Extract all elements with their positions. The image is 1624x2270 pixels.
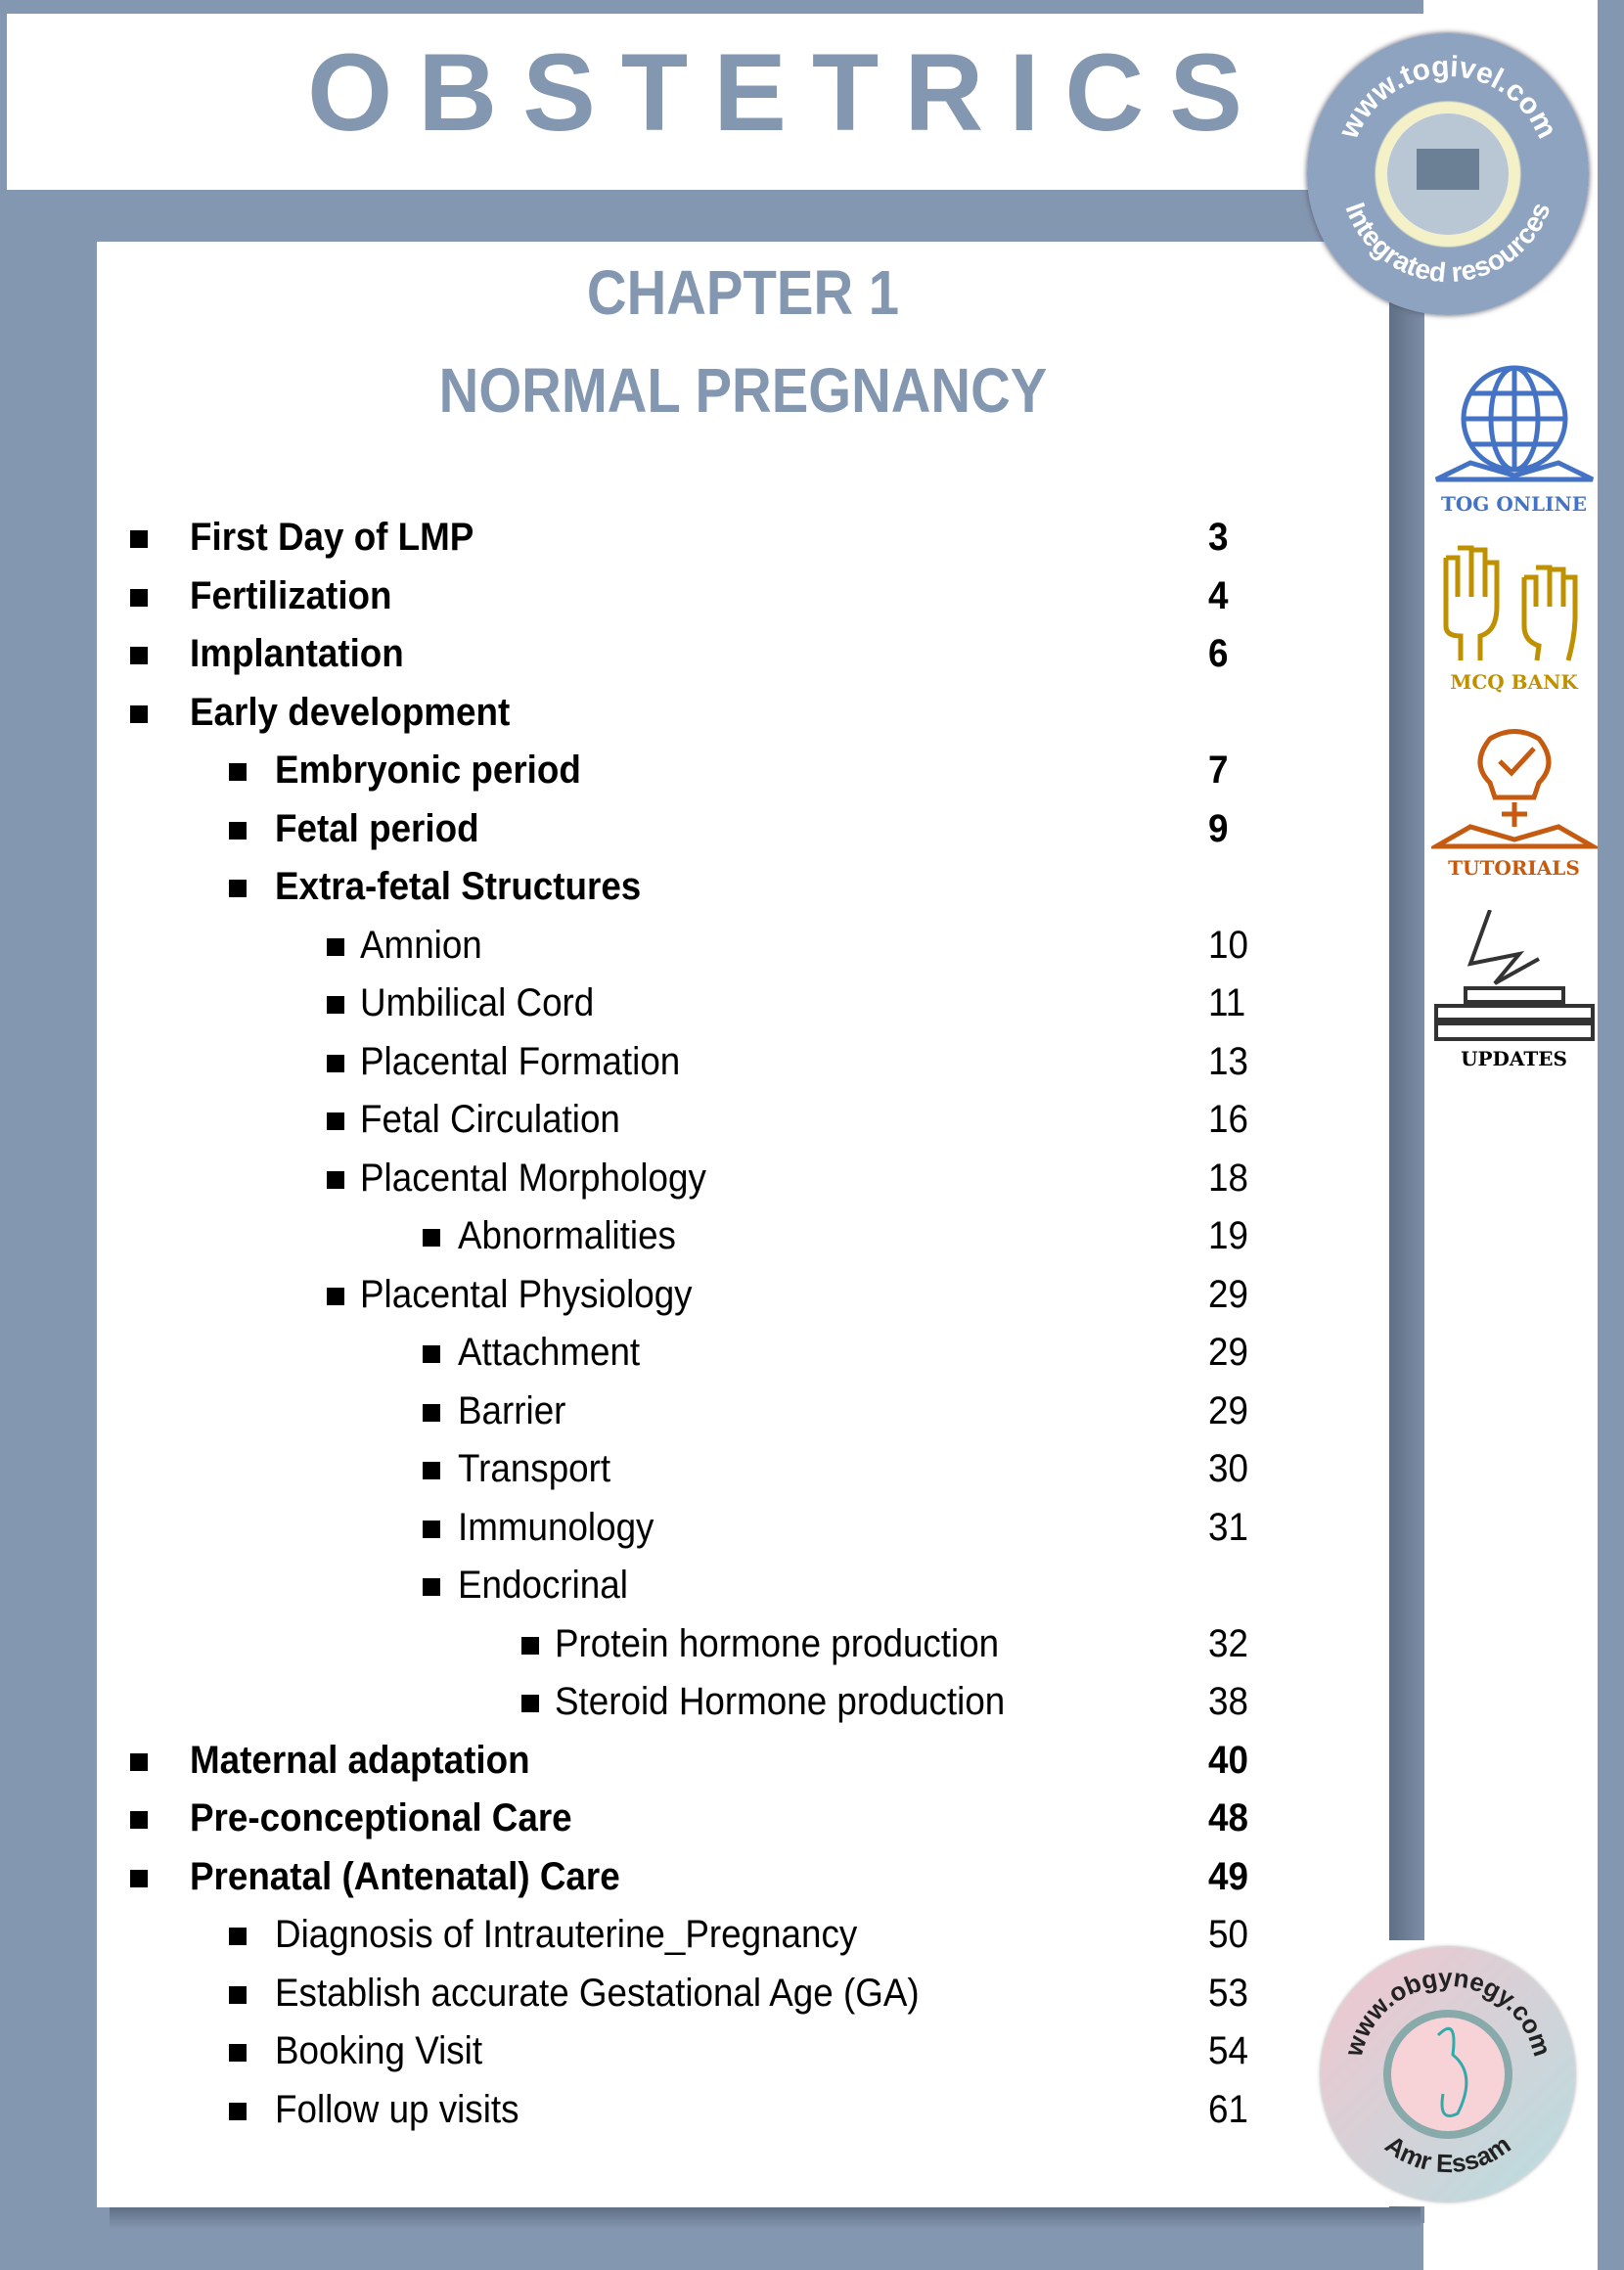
lightbulb-book-icon xyxy=(1431,724,1598,851)
sidebar-updates[interactable] xyxy=(1428,910,1600,1070)
toc-entry-page: 31 xyxy=(1208,1505,1248,1549)
toc-entry-label: Early development xyxy=(190,690,511,734)
toc-entry-label: Barrier xyxy=(458,1388,566,1432)
page-title: OBSTETRICS xyxy=(307,31,1268,154)
bullet-icon xyxy=(327,1288,344,1305)
bullet-icon xyxy=(423,1404,440,1422)
page-shadow-bottom xyxy=(110,2207,1421,2229)
bullet-icon xyxy=(130,647,148,664)
toc-entry-label: Extra-fetal Structures xyxy=(275,865,642,908)
toc-entry[interactable] xyxy=(0,1440,1389,1499)
toc-entry[interactable] xyxy=(0,742,1389,800)
toc-entry-label: Fetal period xyxy=(275,806,479,850)
toc-entry[interactable] xyxy=(0,1732,1389,1791)
sidebar-mcq-bank[interactable] xyxy=(1428,538,1600,694)
sidebar-label: TUTORIALS xyxy=(1448,856,1580,880)
toc-entry-page: 16 xyxy=(1208,1098,1248,1141)
toc-entry-page: 19 xyxy=(1208,1214,1248,1257)
bullet-icon xyxy=(423,1462,440,1479)
bullet-icon xyxy=(229,763,247,781)
toc-entry-label: Umbilical Cord xyxy=(360,981,595,1024)
toc-entry[interactable] xyxy=(0,1499,1389,1558)
bullet-icon xyxy=(130,530,148,548)
toc-entry[interactable] xyxy=(0,2022,1389,2081)
bullet-icon xyxy=(327,938,344,956)
toc-entry-label: First Day of LMP xyxy=(190,516,474,559)
toc-entry[interactable] xyxy=(0,1091,1389,1150)
bullet-icon xyxy=(130,705,148,723)
sidebar-label: MCQ BANK xyxy=(1450,670,1578,694)
sidebar-tutorials[interactable] xyxy=(1428,724,1600,880)
toc-entry-page: 4 xyxy=(1208,573,1229,617)
toc-entry-label: Protein hormone production xyxy=(555,1621,1000,1665)
bullet-icon xyxy=(521,1695,539,1712)
toc-entry[interactable] xyxy=(0,1906,1389,1965)
toc-entry-label: Transport xyxy=(458,1447,611,1490)
toc-entry-label: Steroid Hormone production xyxy=(555,1680,1006,1723)
bullet-icon xyxy=(423,1578,440,1596)
toc-entry-page: 54 xyxy=(1208,2029,1248,2072)
toc-entry-page: 13 xyxy=(1208,1039,1248,1083)
toc-entry-page: 61 xyxy=(1208,2087,1248,2131)
bullet-icon xyxy=(423,1229,440,1247)
bullet-icon xyxy=(229,2103,247,2120)
toc-entry-page: 11 xyxy=(1208,981,1246,1024)
toc-entry-label: Placental Formation xyxy=(360,1039,681,1083)
toc-entry-page: 10 xyxy=(1208,923,1248,967)
toc-entry[interactable] xyxy=(0,1207,1389,1266)
toc-entry[interactable] xyxy=(0,1266,1389,1325)
toc-entry-page: 29 xyxy=(1208,1272,1248,1316)
logo-text-url: www.obgynegy.com xyxy=(1338,1962,1557,2060)
toc-entry[interactable] xyxy=(0,568,1389,626)
toc-entry-page: 3 xyxy=(1208,516,1229,559)
chapter-number: CHAPTER 1 xyxy=(586,257,900,328)
logo-text-author: Amr Essam xyxy=(1379,2129,1516,2179)
toc-entry[interactable] xyxy=(0,1324,1389,1383)
bullet-icon xyxy=(327,1171,344,1189)
logo-text-url: www.togivel.com xyxy=(1332,50,1563,144)
toc-entry-page: 30 xyxy=(1208,1447,1248,1490)
toc-entry[interactable] xyxy=(0,1615,1389,1674)
toc-entry[interactable] xyxy=(0,917,1389,976)
toc-entry-page: 32 xyxy=(1208,1621,1248,1665)
toc-entry-page: 48 xyxy=(1208,1796,1248,1839)
toc-entry-page: 53 xyxy=(1208,1971,1248,2015)
toc-entry-page: 6 xyxy=(1208,632,1229,675)
toc-entry-page: 7 xyxy=(1208,749,1229,792)
toc-entry[interactable] xyxy=(0,2081,1389,2140)
logo-text-tagline: Integrated resources xyxy=(1339,198,1556,289)
bullet-icon xyxy=(130,1753,148,1771)
toc-entry[interactable] xyxy=(0,1673,1389,1732)
lightning-books-icon xyxy=(1431,910,1598,1042)
bullet-icon xyxy=(130,589,148,607)
toc-entry[interactable] xyxy=(0,1383,1389,1441)
bullet-icon xyxy=(229,1928,247,1945)
toc-entry[interactable] xyxy=(0,1557,1389,1615)
obgynegy-logo[interactable] xyxy=(1321,1947,1575,2202)
bullet-icon xyxy=(130,1811,148,1829)
toc-entry-label: Prenatal (Antenatal) Care xyxy=(190,1854,620,1898)
toc-entry-label: Booking Visit xyxy=(275,2029,483,2072)
toc-entry[interactable] xyxy=(0,1790,1389,1848)
bullet-icon xyxy=(229,2044,247,2062)
bullet-icon xyxy=(327,1055,344,1072)
right-column xyxy=(1423,0,1598,2270)
table-of-contents xyxy=(0,509,1389,2139)
toc-entry-label: Placental Morphology xyxy=(360,1156,706,1200)
toc-entry[interactable] xyxy=(0,684,1389,743)
toc-entry-page: 29 xyxy=(1208,1331,1248,1374)
toc-entry-label: Implantation xyxy=(190,632,404,675)
toc-entry[interactable] xyxy=(0,1965,1389,2023)
toc-entry[interactable] xyxy=(0,1848,1389,1907)
toc-entry-page: 9 xyxy=(1208,806,1229,850)
toc-entry[interactable] xyxy=(0,800,1389,859)
toc-entry[interactable] xyxy=(0,1033,1389,1092)
toc-entry-page: 18 xyxy=(1208,1156,1248,1200)
bullet-icon xyxy=(423,1521,440,1538)
toc-entry[interactable] xyxy=(0,1150,1389,1208)
bullet-icon xyxy=(229,1986,247,2004)
toc-entry-page: 49 xyxy=(1208,1854,1248,1898)
toc-entry-label: Establish accurate Gestational Age (GA) xyxy=(275,1971,920,2015)
sidebar-label: UPDATES xyxy=(1461,1047,1567,1070)
toc-entry-label: Amnion xyxy=(360,923,482,967)
page-shadow xyxy=(1389,256,1424,2223)
sidebar-tog-online[interactable] xyxy=(1428,360,1600,516)
toc-entry-label: Attachment xyxy=(458,1331,641,1374)
toc-entry-page: 29 xyxy=(1208,1388,1248,1432)
toc-entry-label: Diagnosis of Intrauterine_Pregnancy xyxy=(275,1913,858,1956)
toc-entry-label: Embryonic period xyxy=(275,749,581,792)
togivel-logo[interactable] xyxy=(1307,33,1589,315)
toc-entry-label: Fetal Circulation xyxy=(360,1098,620,1141)
toc-entry[interactable] xyxy=(0,625,1389,684)
toc-entry-label: Immunology xyxy=(458,1505,654,1549)
globe-book-icon xyxy=(1431,360,1598,487)
toc-entry-label: Fertilization xyxy=(190,573,392,617)
sidebar-label: TOG ONLINE xyxy=(1441,492,1587,516)
bullet-icon xyxy=(521,1637,539,1655)
toc-entry[interactable] xyxy=(0,975,1389,1033)
toc-entry[interactable] xyxy=(0,509,1389,568)
toc-entry-label: Pre-conceptional Care xyxy=(190,1796,572,1839)
bullet-icon xyxy=(130,1870,148,1887)
bullet-icon xyxy=(327,996,344,1014)
toc-entry[interactable] xyxy=(0,858,1389,917)
chapter-title: NORMAL PREGNANCY xyxy=(438,355,1048,426)
toc-entry-label: Follow up visits xyxy=(275,2087,519,2131)
raised-hands-icon xyxy=(1431,538,1598,665)
bullet-icon xyxy=(423,1345,440,1363)
toc-entry-label: Endocrinal xyxy=(458,1564,628,1607)
toc-entry-label: Placental Physiology xyxy=(360,1272,693,1316)
toc-entry-label: Maternal adaptation xyxy=(190,1738,530,1782)
bullet-icon xyxy=(229,822,247,840)
toc-entry-page: 50 xyxy=(1208,1913,1248,1956)
toc-entry-label: Abnormalities xyxy=(458,1214,676,1257)
bullet-icon xyxy=(327,1112,344,1130)
toc-entry-page: 40 xyxy=(1208,1738,1248,1782)
toc-entry-page: 38 xyxy=(1208,1680,1248,1723)
bullet-icon xyxy=(229,880,247,897)
